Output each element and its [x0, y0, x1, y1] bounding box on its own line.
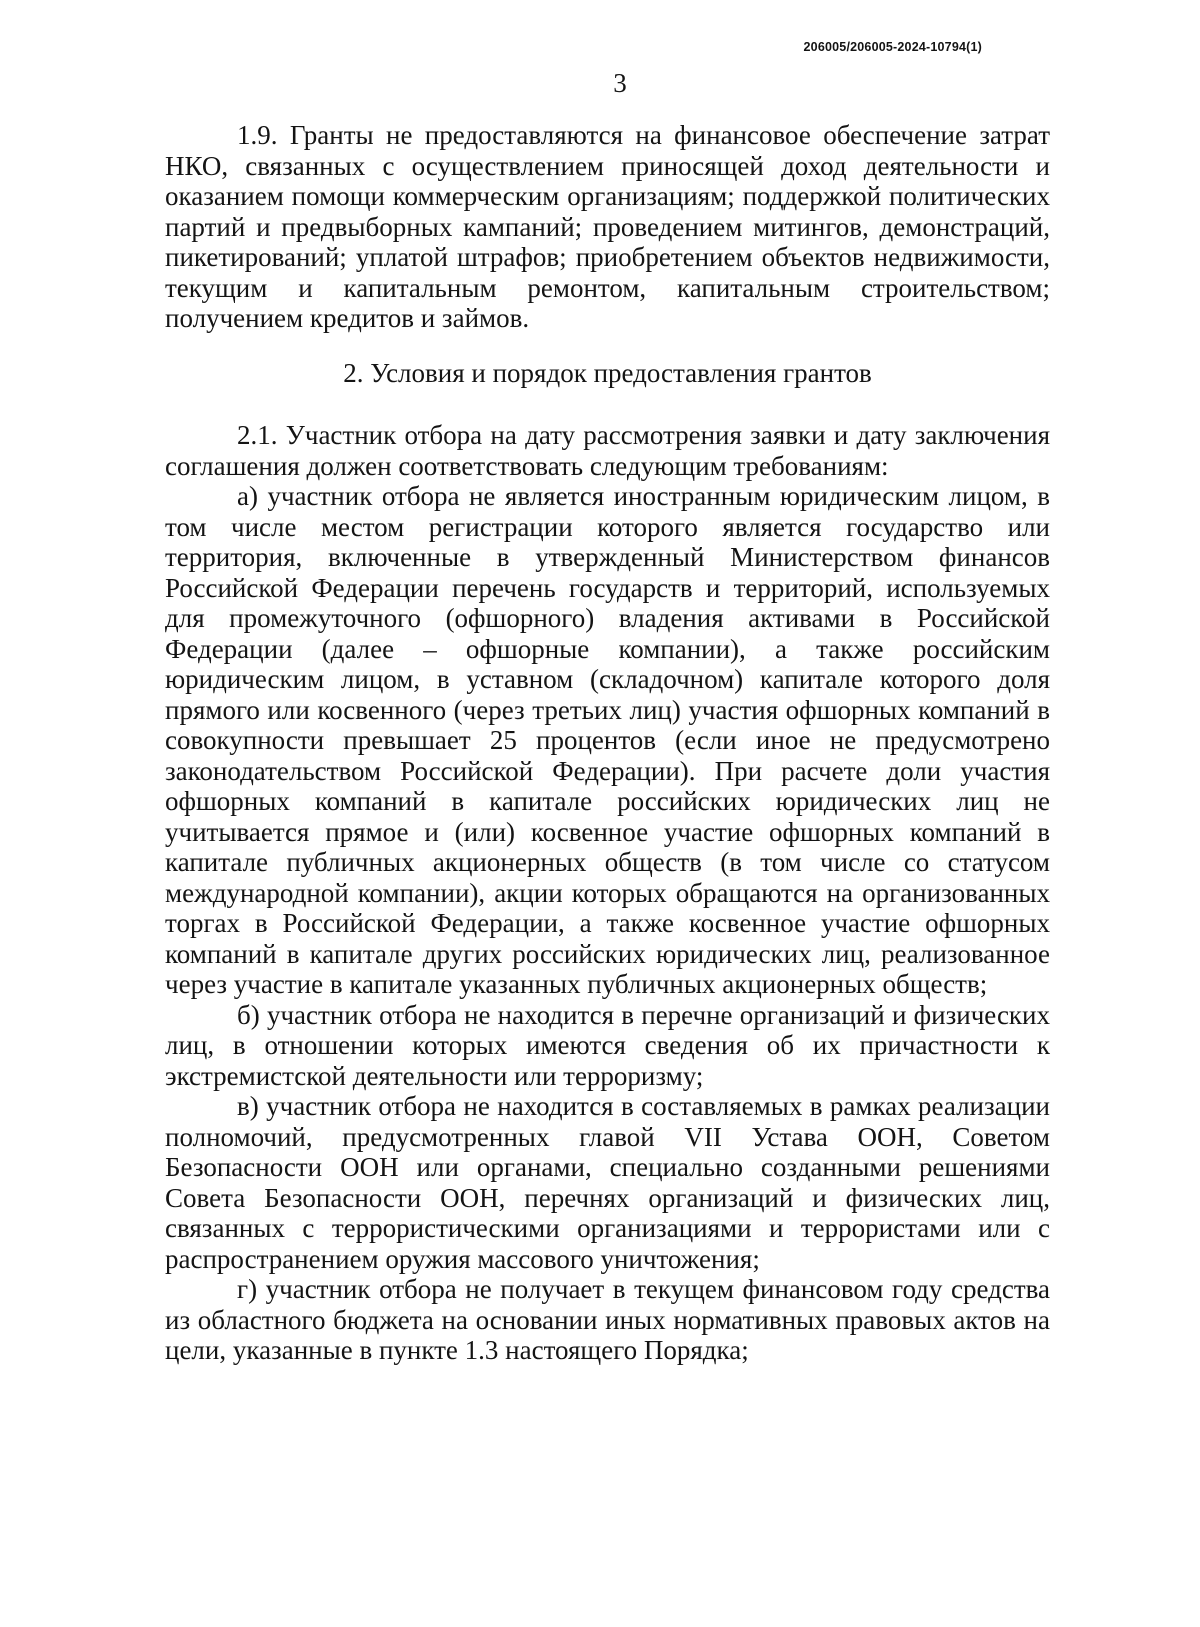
document-body	[165, 120, 1050, 1366]
paragraph-2-1-b: б) участник отбора не находится в перечне организаций и физических лиц, в отношении которых имеются сведения об их причастности к экстремистской деятельности или терроризму;	[165, 999, 1050, 1091]
paragraph-2-1: 2.1. Участник отбора на дату рассмотрения заявки и дату заключения соглашения должен соответствовать следующим требованиям:	[165, 420, 1050, 481]
paragraph-2-1-a: а) участник отбора не является иностранным юридическим лицом, в том числе местом регистрации которого является государство или территория, включенные в утвержденный Министерством финансов Российской Федерации перечень государств и территорий, используемых для промежуточного (офшорного) владения активами в Российской Федерации (далее – офшорные компании), а также российским юридическим лицом, в уставном (складочном) капитале которого доля прямого или косвенного (через третьих лиц) участия офшорных компаний в совокупности превышает 25 процентов (если иное не предусмотрено законодательством Российской Федерации). При расчете доли участия офшорных компаний в капитале российских юридических лиц не учитывается прямое и (или) косвенное участие офшорных компаний в капитале публичных акционерных обществ (в том числе со статусом международной компании), акции которых обращаются на организованных торгах в Российской Федерации, а также косвенное участие офшорных компаний в капитале других российских юридических лиц, реализованное через участие в капитале указанных публичных акционерных обществ;	[165, 481, 1050, 999]
paragraph-2-1-g: г) участник отбора не получает в текущем финансовом году средства из областного бюджета на основании иных нормативных правовых актов на цели, указанные в пункте 1.3 настоящего Порядка;	[165, 1274, 1050, 1365]
paragraph-1-9: 1.9. Гранты не предоставляются на финансовое обеспечение затрат НКО, связанных с осуществлением приносящей доход деятельности и оказанием помощи коммерческим организациям; поддержкой политических партий и предвыборных кампаний; проведением митингов, демонстраций, пикетирований; уплатой штрафов; приобретением объектов недвижимости, текущим и капитальным ремонтом, капитальным строительством; получением кредитов и займов.	[165, 120, 1050, 333]
page-number: 3	[613, 68, 627, 98]
section-2-heading: 2. Условия и порядок предоставления грантов	[343, 357, 872, 388]
paragraph-2-1-v: в) участник отбора не находится в составляемых в рамках реализации полномочий, предусмотренных главой VII Устава ООН, Советом Безопасности ООН или органами, специально созданными решениями Совета Безопасности ООН, перечнях организаций и физических лиц, связанных с террористическими организациями и террористами или с распространением оружия массового уничтожения;	[165, 1091, 1050, 1274]
document-registration-number: 206005/206005-2024-10794(1)	[803, 40, 982, 54]
